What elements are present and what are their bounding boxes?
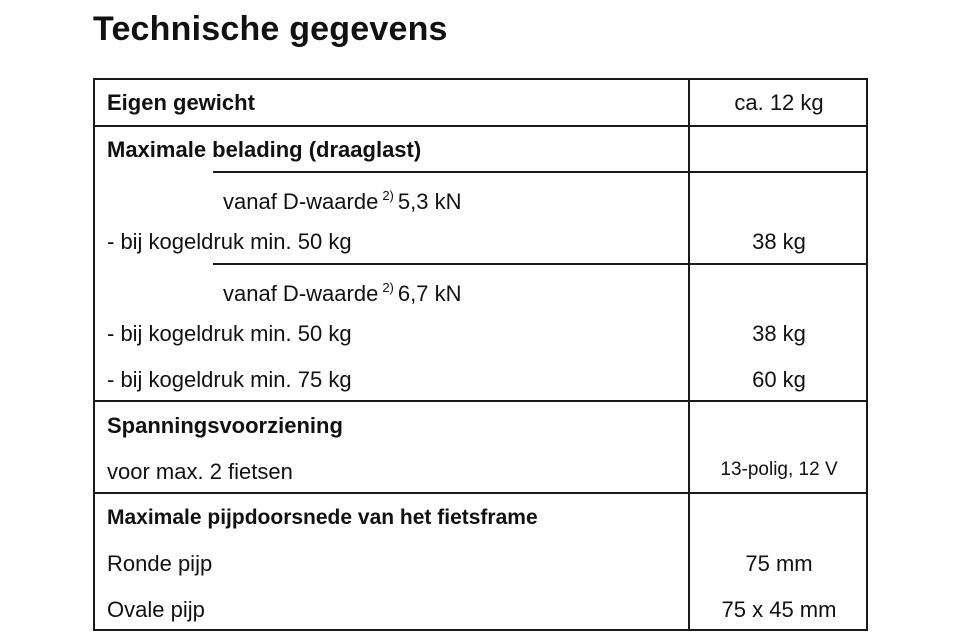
spanning-label: Spanningsvoorziening bbox=[107, 413, 343, 438]
row-divider bbox=[213, 171, 866, 173]
row-divider bbox=[95, 400, 866, 402]
spec-table bbox=[93, 78, 868, 631]
d2-kogeldruk-75-label: - bij kogeldruk min. 75 kg bbox=[107, 367, 352, 392]
footnote-ref: 2) bbox=[382, 188, 394, 203]
column-divider bbox=[688, 80, 690, 629]
d-waarde-1-value: 5,3 kN bbox=[397, 189, 462, 214]
row-divider bbox=[95, 492, 866, 494]
d-waarde-1-prefix: vanaf D-waarde bbox=[223, 189, 379, 214]
d-waarde-2-value: 6,7 kN bbox=[397, 281, 462, 306]
page-title: Technische gegevens bbox=[93, 10, 448, 48]
d1-kogeldruk-50-label: - bij kogeldruk min. 50 kg bbox=[107, 229, 352, 254]
row-divider bbox=[95, 125, 866, 127]
d1-kogeldruk-50-value: 38 kg bbox=[752, 229, 806, 254]
ronde-pijp-value: 75 mm bbox=[745, 551, 813, 576]
d2-kogeldruk-50-value: 38 kg bbox=[752, 321, 806, 346]
max-belading-label: Maximale belading (draaglast) bbox=[107, 137, 422, 162]
row-divider bbox=[213, 263, 866, 265]
spanning-value: 13-polig, 12 V bbox=[720, 459, 838, 480]
spanning-fietsen-label: voor max. 2 fietsen bbox=[107, 459, 293, 484]
ovale-pijp-value: 75 x 45 mm bbox=[721, 597, 837, 622]
footnote-ref: 2) bbox=[382, 280, 394, 295]
d2-kogeldruk-50-label: - bij kogeldruk min. 50 kg bbox=[107, 321, 352, 346]
ovale-pijp-label: Ovale pijp bbox=[107, 597, 205, 622]
pijp-label: Maximale pijpdoorsnede van het fietsframe bbox=[107, 506, 538, 529]
d-waarde-2-prefix: vanaf D-waarde bbox=[223, 281, 379, 306]
ronde-pijp-label: Ronde pijp bbox=[107, 551, 213, 576]
d-waarde-1-row bbox=[223, 180, 461, 212]
d-waarde-2-row bbox=[223, 272, 461, 304]
eigen-gewicht-value: ca. 12 kg bbox=[734, 90, 824, 115]
d2-kogeldruk-75-value: 60 kg bbox=[752, 367, 806, 392]
eigen-gewicht-label: Eigen gewicht bbox=[107, 90, 255, 115]
